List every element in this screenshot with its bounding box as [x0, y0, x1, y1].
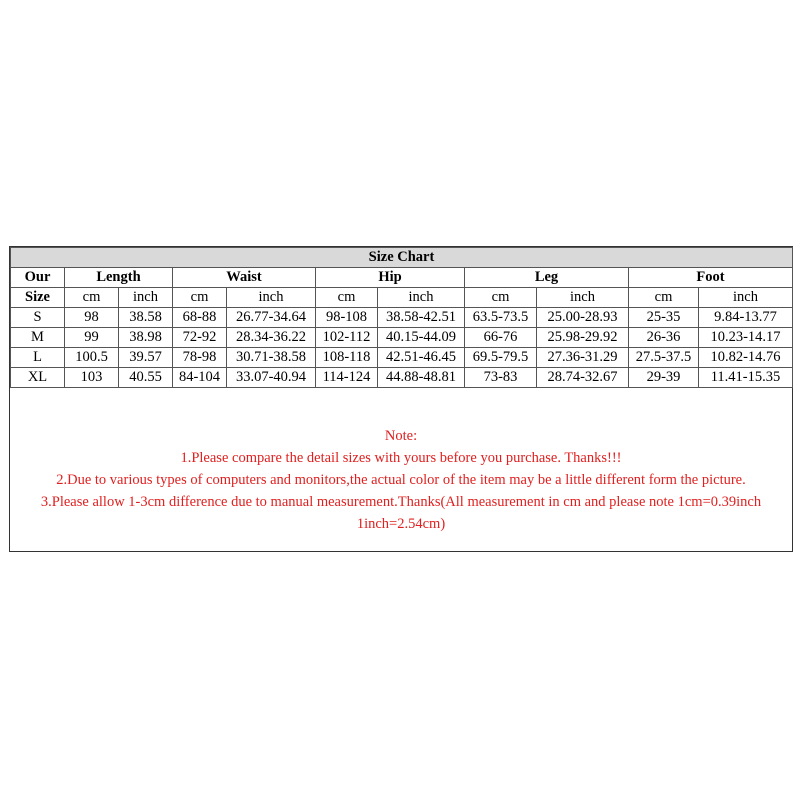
notes: [10, 425, 792, 535]
size-label: XL: [11, 368, 65, 388]
unit-header-foot-cm: cm: [629, 288, 699, 308]
table-cell: 38.58: [119, 308, 173, 328]
table-cell: 26.77-34.64: [227, 308, 316, 328]
table-cell: 78-98: [173, 348, 227, 368]
table-cell: 10.23-14.17: [699, 328, 793, 348]
group-header-leg: Leg: [465, 268, 629, 288]
table-row: [11, 328, 793, 348]
table-cell: 66-76: [465, 328, 537, 348]
table-cell: 73-83: [465, 368, 537, 388]
table-cell: 98: [65, 308, 119, 328]
table-cell: 26-36: [629, 328, 699, 348]
group-header-waist: Waist: [173, 268, 316, 288]
table-cell: 102-112: [316, 328, 378, 348]
table-cell: 84-104: [173, 368, 227, 388]
size-header-our: Our: [11, 268, 65, 288]
table-cell: 100.5: [65, 348, 119, 368]
table-cell: 10.82-14.76: [699, 348, 793, 368]
table-cell: 108-118: [316, 348, 378, 368]
table-cell: 44.88-48.81: [378, 368, 465, 388]
unit-header-length-cm: cm: [65, 288, 119, 308]
table-row: [11, 368, 793, 388]
table-cell: 33.07-40.94: [227, 368, 316, 388]
table-cell: 28.74-32.67: [537, 368, 629, 388]
table-cell: 42.51-46.45: [378, 348, 465, 368]
size-label: L: [11, 348, 65, 368]
table-cell: 40.55: [119, 368, 173, 388]
table-row: [11, 308, 793, 328]
note-line-1: 1.Please compare the detail sizes with yours before you purchase. Thanks!!!: [180, 450, 622, 466]
table-cell: 25-35: [629, 308, 699, 328]
table-cell: 38.98: [119, 328, 173, 348]
size-chart: [9, 246, 793, 552]
table-cell: 68-88: [173, 308, 227, 328]
size-table: [10, 247, 793, 388]
unit-header-waist-cm: cm: [173, 288, 227, 308]
unit-header-leg-cm: cm: [465, 288, 537, 308]
unit-header-length-inch: inch: [119, 288, 173, 308]
unit-header-foot-inch: inch: [699, 288, 793, 308]
table-cell: 72-92: [173, 328, 227, 348]
table-cell: 38.58-42.51: [378, 308, 465, 328]
table-cell: 25.98-29.92: [537, 328, 629, 348]
table-cell: 29-39: [629, 368, 699, 388]
table-cell: 40.15-44.09: [378, 328, 465, 348]
table-cell: 63.5-73.5: [465, 308, 537, 328]
table-cell: 39.57: [119, 348, 173, 368]
unit-header-leg-inch: inch: [537, 288, 629, 308]
group-header-foot: Foot: [629, 268, 793, 288]
unit-header-hip-inch: inch: [378, 288, 465, 308]
table-cell: 103: [65, 368, 119, 388]
table-cell: 28.34-36.22: [227, 328, 316, 348]
table-cell: 27.5-37.5: [629, 348, 699, 368]
unit-header-waist-inch: inch: [227, 288, 316, 308]
group-header-hip: Hip: [316, 268, 465, 288]
table-cell: 9.84-13.77: [699, 308, 793, 328]
table-cell: 69.5-79.5: [465, 348, 537, 368]
table-row: [11, 348, 793, 368]
table-cell: 99: [65, 328, 119, 348]
chart-title: Size Chart: [11, 248, 793, 268]
note-line-3: 3.Please allow 1-3cm difference due to manual measurement.Thanks(All measurement in cm and please note 1cm=0.39inch: [40, 494, 762, 510]
table-cell: 30.71-38.58: [227, 348, 316, 368]
unit-header-hip-cm: cm: [316, 288, 378, 308]
table-cell: 27.36-31.29: [537, 348, 629, 368]
group-header-length: Length: [65, 268, 173, 288]
size-header-size: Size: [11, 288, 65, 308]
size-label: S: [11, 308, 65, 328]
size-label: M: [11, 328, 65, 348]
table-cell: 25.00-28.93: [537, 308, 629, 328]
table-cell: 11.41-15.35: [699, 368, 793, 388]
table-cell: 114-124: [316, 368, 378, 388]
note-heading: Note:: [384, 428, 418, 444]
note-line-2: 2.Due to various types of computers and monitors,the actual color of the item may be a little different form the picture.: [56, 472, 746, 488]
table-cell: 98-108: [316, 308, 378, 328]
note-line-4: 1inch=2.54cm): [356, 516, 446, 532]
